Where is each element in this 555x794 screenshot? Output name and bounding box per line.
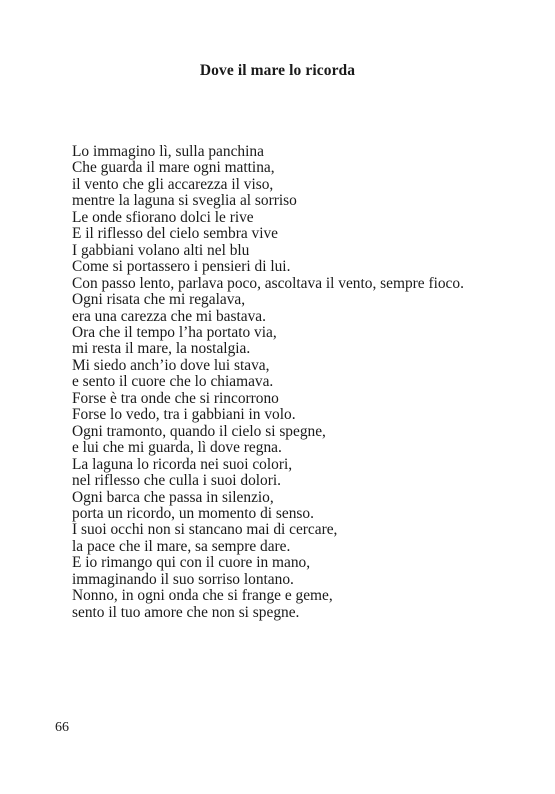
poem-line: immaginando il suo sorriso lontano. bbox=[72, 570, 294, 588]
poem-line: Come si portassero i pensieri di lui. bbox=[72, 258, 291, 276]
poem-line: la pace che il mare, sa sempre dare. bbox=[72, 537, 291, 555]
poem-line: sento il tuo amore che non si spegne. bbox=[72, 603, 300, 621]
poem-line: Che guarda il mare ogni mattina, bbox=[72, 159, 275, 177]
poem-line: Ogni tramonto, quando il cielo si spegne, bbox=[72, 422, 326, 440]
poem-line: I suoi occhi non si stancano mai di cercare, bbox=[72, 521, 338, 539]
poem-line: Lo immagino lì, sulla panchina bbox=[72, 143, 264, 160]
poem-line: Nonno, in ogni onda che si frange e geme, bbox=[72, 587, 333, 605]
poem-line: I gabbiani volano alti nel blu bbox=[72, 241, 250, 259]
poem-line: Ogni risata che mi regalava, bbox=[72, 291, 246, 309]
poem-line: Mi siedo anch’io dove lui stava, bbox=[72, 356, 270, 374]
poem-line: Forse è tra onde che si rincorrono bbox=[72, 389, 279, 407]
poem-body bbox=[72, 144, 542, 621]
poem-line: Con passo lento, parlava poco, ascoltava il vento, sempre fioco. bbox=[72, 274, 464, 292]
poem-line: era una carezza che mi bastava. bbox=[72, 307, 266, 325]
poem-line: porta un ricordo, un momento di senso. bbox=[72, 504, 314, 522]
page-number: 66 bbox=[55, 720, 69, 735]
poem-line: Ora che il tempo l’ha portato via, bbox=[72, 323, 277, 341]
poem-line: E il riflesso del cielo sembra vive bbox=[72, 225, 279, 243]
poem-title: Dove il mare lo ricorda bbox=[199, 62, 356, 79]
poem-line: il vento che gli accarezza il viso, bbox=[72, 175, 274, 193]
poem-line: Ogni barca che passa in silenzio, bbox=[72, 488, 274, 506]
poem-line: e lui che mi guarda, lì dove regna. bbox=[72, 439, 282, 457]
poem-line: e sento il cuore che lo chiamava. bbox=[72, 373, 274, 391]
poem-line: Forse lo vedo, tra i gabbiani in volo. bbox=[72, 406, 296, 424]
poem-line: Le onde sfiorano dolci le rive bbox=[72, 208, 254, 226]
poem-line: nel riflesso che culla i suoi dolori. bbox=[72, 472, 282, 490]
poem-line: La laguna lo ricorda nei suoi colori, bbox=[72, 455, 293, 473]
poem-line: E io rimango qui con il cuore in mano, bbox=[72, 554, 311, 572]
poem-line: mentre la laguna si sveglia al sorriso bbox=[72, 192, 297, 210]
poem-line: mi resta il mare, la nostalgia. bbox=[72, 340, 251, 358]
